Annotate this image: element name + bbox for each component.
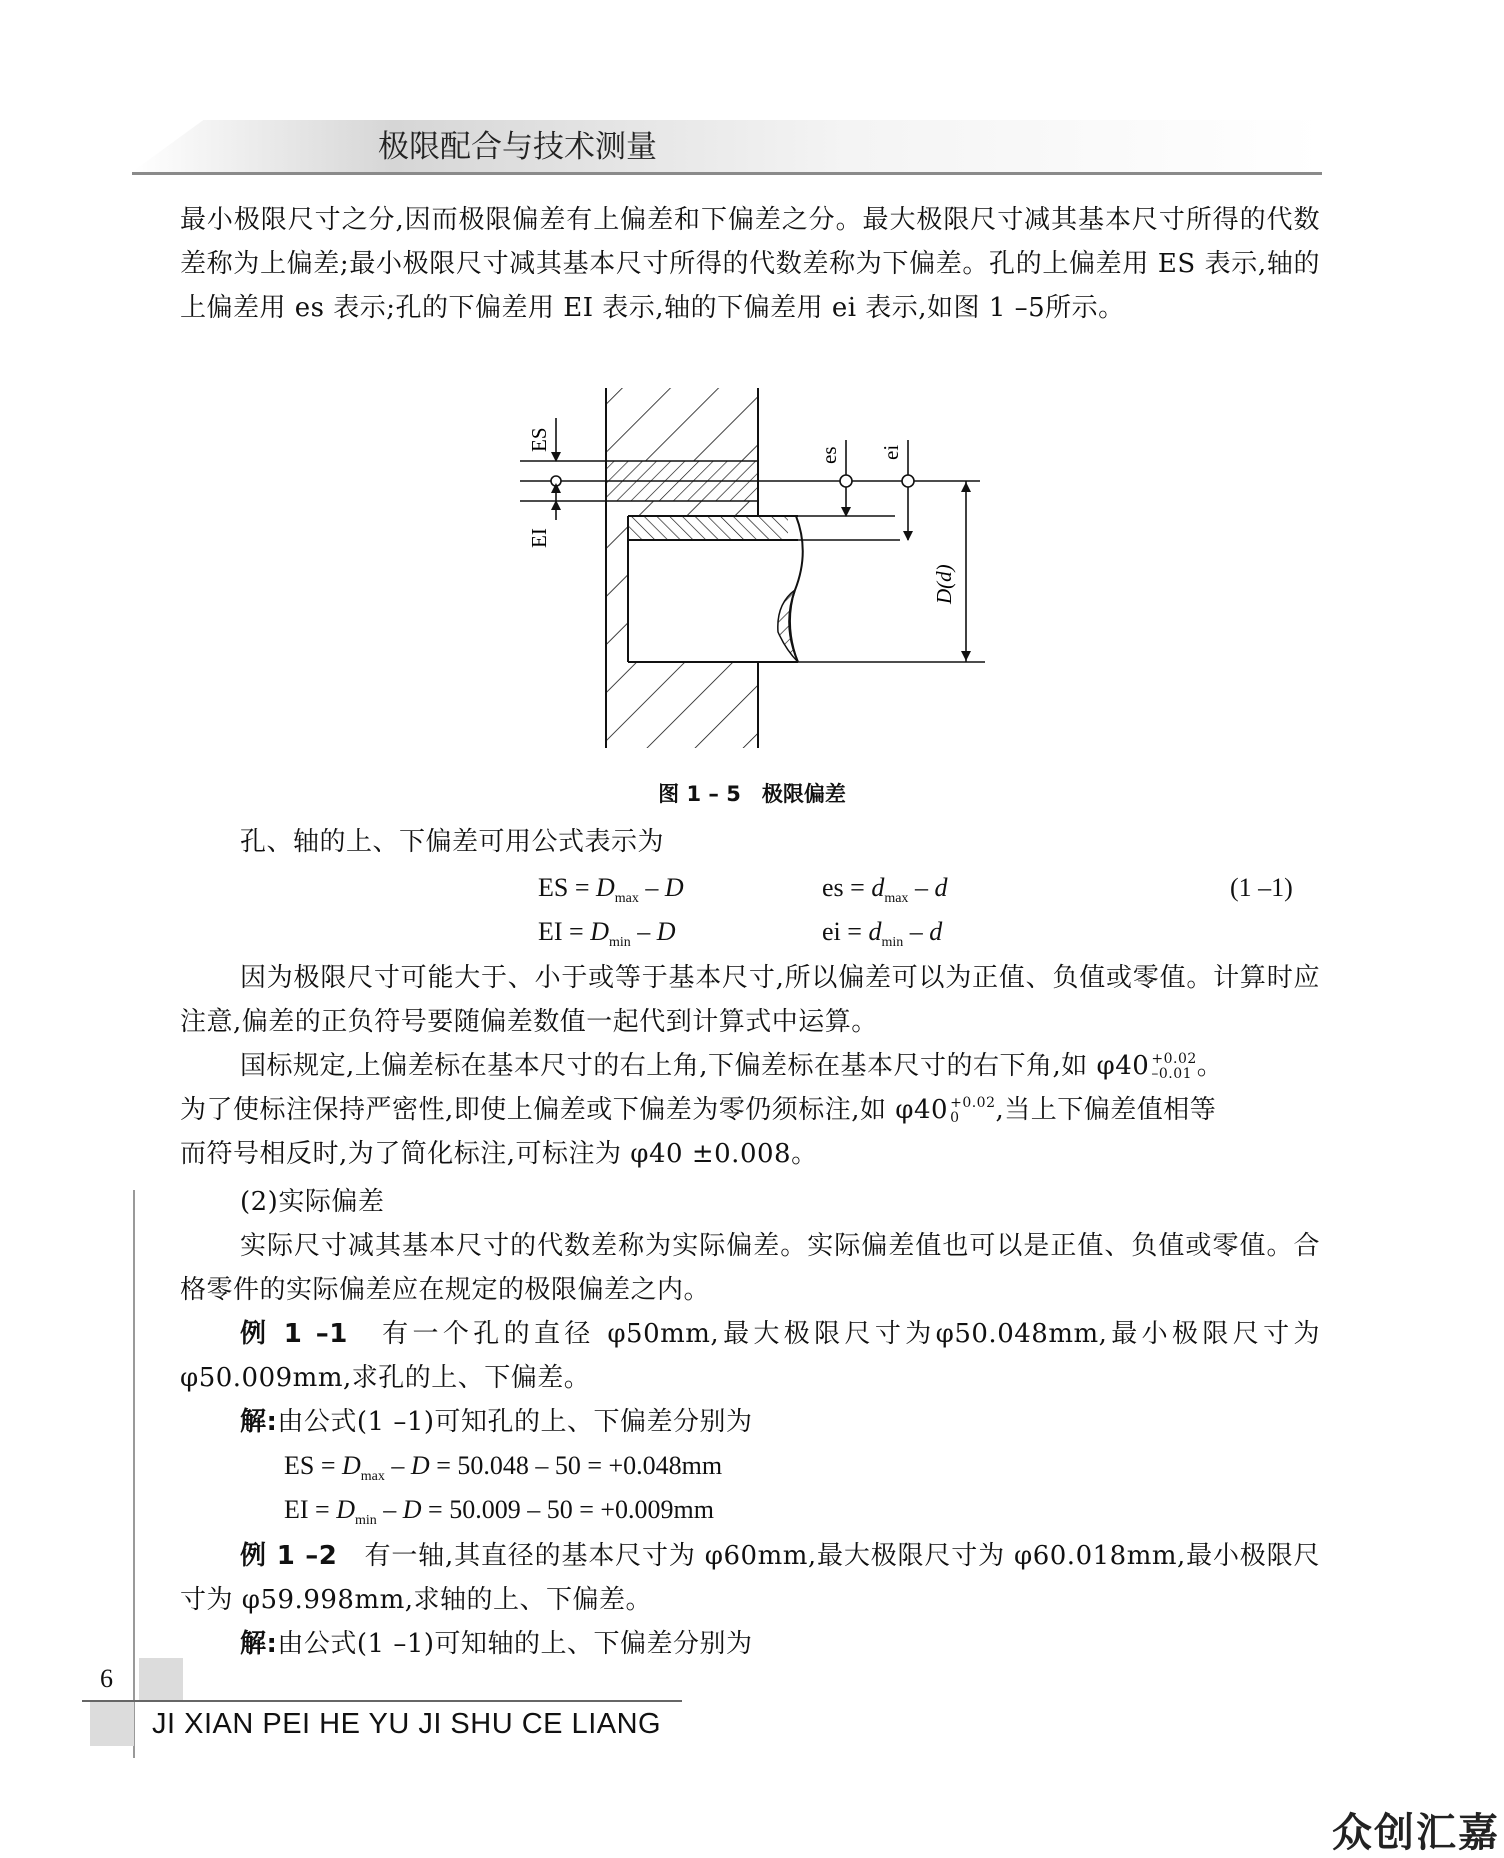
example-1-1-EI: EI = $D_{min} - D = 50.009 - 50 = +0.009mm$ [284,1495,714,1529]
paragraph-sign-note: 因为极限尺寸可能大于、小于或等于基本尺寸,所以偏差可以为正值、负值或零值。计算时应注意,偏差的正负符号要随偏差数值一起代到计算式中运算。 [180,963,1320,1037]
footer-pinyin-title: JI XIAN PEI HE YU JI SHU CE LIANG [152,1708,662,1740]
example-1-2: 例 1 –2 有一轴,其直径的基本尺寸为 φ60mm,最大极限尺寸为 φ60.018mm,最小极限尺寸为 φ59.998mm,求轴的上、下偏差。 [180,1541,1320,1615]
formula-ei: ei = $d_{min}$ – d [822,917,943,951]
paragraph-intro: 最小极限尺寸之分,因而极限偏差有上偏差和下偏差之分。最大极限尺寸减其基本尺寸所得的代数差称为上偏差;最小极限尺寸减其基本尺寸所得的代数差称为下偏差。孔的上偏差用 ES 表示,轴的上偏差用 es 表示;孔的下偏差用 EI 表示,轴的下偏差用 ei 表示,如图 1 –5所示。 [180,205,1320,323]
label-EI: EI [527,528,551,548]
example-1-1-solution: 解:由公式(1 –1)可知孔的上、下偏差分别为 [240,1407,753,1437]
example-1-1-ES: ES = $D_{max} - D = 50.048 - 50 = +0.048mm$ [284,1451,723,1485]
formula-es: es = $d_{max}$ – d [822,873,948,907]
formula-EI: EI = $D_{min}$ – D [538,917,676,951]
label-Dd: D(d) [932,564,956,604]
figure-caption: 图 1 – 5 极限偏差 [658,782,846,806]
running-header-title: 极限配合与技术测量 [378,129,657,165]
label-es: es [817,446,841,464]
margin-rule [133,1190,135,1758]
formula-ES: ES = $D_{max}$ – D [538,873,684,907]
example-1-2-solution: 解:由公式(1 –1)可知轴的上、下偏差分别为 [240,1629,753,1659]
paragraph-tolerance-line1: 国标规定,上偏差标在基本尺寸的右上角,下偏差标在基本尺寸的右下角,如 φ40 +0.02 –0.01 。 [240,1051,1224,1082]
watermark: 众创汇嘉 [1332,1810,1500,1856]
footer-block-top [139,1658,183,1700]
label-ei: ei [879,444,903,460]
shaft [628,516,803,662]
page-number: 6 [100,1664,113,1693]
footer-rule [82,1700,682,1702]
label-ES: ES [527,427,551,452]
formula-number: (1 –1) [1230,873,1293,902]
section-heading: (2)实际偏差 [240,1187,385,1217]
footer-block-bottom [90,1702,134,1746]
formula-intro: 孔、轴的上、下偏差可用公式表示为 [240,827,665,857]
example-1-1: 例 1 –1 有一个孔的直径 φ50mm,最大极限尺寸为φ50.048mm,最小极限尺寸为φ50.009mm,求孔的上、下偏差。 [180,1319,1320,1393]
paragraph-actual-deviation: 实际尺寸减其基本尺寸的代数差称为实际偏差。实际偏差值也可以是正值、负值或零值。合格零件的实际偏差应在规定的极限偏差之内。 [180,1231,1320,1305]
paragraph-tolerance-line2: 为了使标注保持严密性,即使上偏差或下偏差为零仍须标注,如 φ40 +0.02 0 ,当上下偏差值相等 [180,1095,1217,1126]
figure-limit-deviation [0,0,1504,800]
paragraph-tolerance-line3: 而符号相反时,为了简化标注,可标注为 φ40 ±0.008。 [180,1139,818,1169]
